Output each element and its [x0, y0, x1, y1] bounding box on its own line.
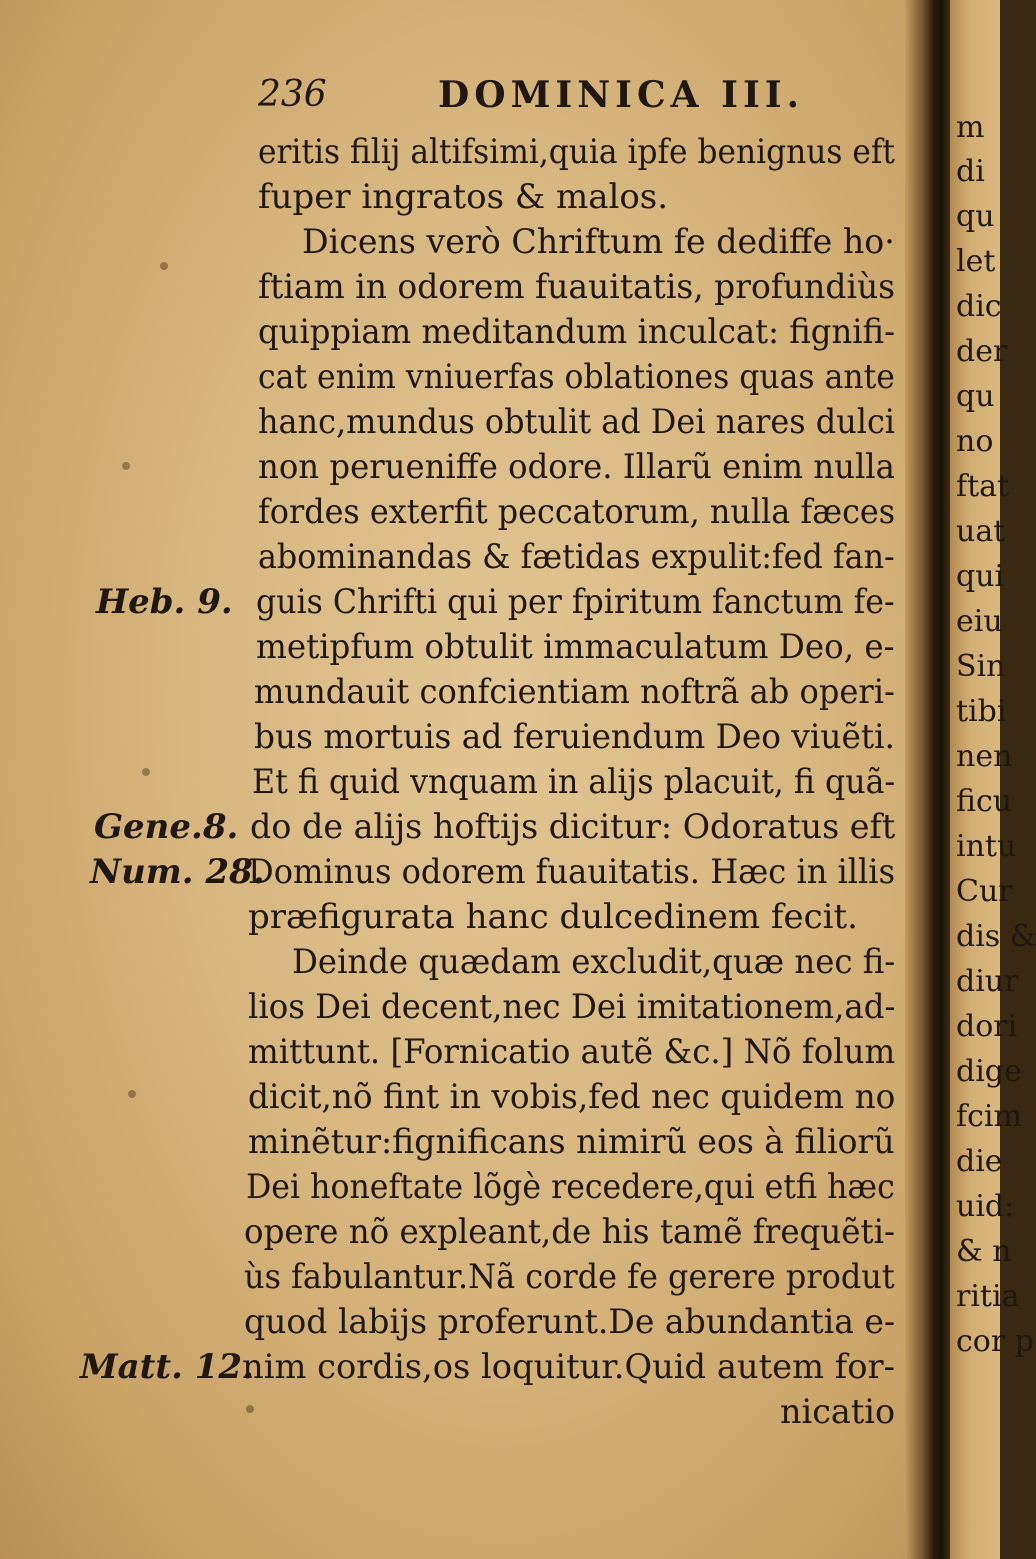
adjacent-fragment: dige	[956, 1054, 1022, 1089]
adjacent-fragment: Sin	[956, 649, 1006, 684]
text-line: do de alijs hoftijs dicitur: Odoratus eft	[250, 807, 896, 847]
ink-speck	[142, 768, 150, 776]
text-line: opere nõ expleant,de his tamẽ frequẽti-	[244, 1212, 895, 1252]
margin-note: Matt. 12.	[80, 1347, 254, 1387]
text-line: Dei honeftate lõgè recedere,qui etfi hæc	[246, 1167, 895, 1207]
book-spine-shadow	[905, 0, 953, 1559]
text-line: mundauit confcientiam noftrã ab operi-	[254, 672, 895, 712]
ink-speck	[128, 1090, 136, 1098]
text-line: eritis filij altifsimi,quia ipfe benignus eft	[258, 132, 895, 172]
adjacent-fragment: let	[956, 244, 996, 279]
text-line: non perueniffe odore. Illarũ enim nulla	[258, 447, 895, 487]
margin-note: Heb. 9.	[96, 582, 233, 622]
text-line: nim cordis,os loquitur.Quid autem for-	[242, 1347, 895, 1387]
text-line: fuper ingratos & malos.	[258, 177, 669, 217]
text-line: fordes exterfit peccatorum, nulla fæces	[258, 492, 896, 532]
adjacent-fragment: ftat	[956, 469, 1010, 504]
text-line: Dominus odorem fuauitatis. Hæc in illis	[248, 852, 896, 892]
text-line: metipfum obtulit immaculatum Deo, e-	[256, 627, 895, 667]
adjacent-fragment: ficu	[956, 784, 1013, 819]
adjacent-fragment: uid:	[956, 1189, 1015, 1224]
margin-note: Gene.8.	[94, 807, 239, 847]
adjacent-fragment: nen	[956, 739, 1013, 774]
text-line: abominandas & fætidas expulit:fed fan-	[258, 537, 895, 577]
adjacent-fragment: no	[956, 424, 994, 459]
text-line: Deinde quædam excludit,quæ nec fi-	[292, 942, 896, 982]
ink-speck	[122, 462, 130, 470]
adjacent-fragment: diur	[956, 964, 1019, 999]
text-line: ftiam in odorem fuauitatis, profundiùs	[258, 267, 896, 307]
ink-speck	[160, 262, 168, 270]
page-number: 236	[258, 74, 327, 115]
adjacent-fragment: tibi	[956, 694, 1007, 729]
adjacent-fragment: Cur	[956, 874, 1013, 909]
adjacent-fragment: ritia	[956, 1279, 1020, 1314]
text-line: guis Chrifti qui per fpiritum fanctum fe-	[256, 582, 895, 622]
adjacent-page	[950, 0, 1036, 1559]
adjacent-fragment: & n	[956, 1234, 1012, 1269]
adjacent-fragment: qu	[956, 379, 995, 414]
margin-note: Num. 28.	[90, 852, 265, 892]
text-line: bus mortuis ad feruiendum Deo viuẽti.	[254, 717, 895, 757]
adjacent-fragment: qui	[956, 559, 1005, 594]
text-line: quod labijs proferunt.De abundantia e-	[244, 1302, 896, 1342]
text-line: Dicens verò Chriftum fe dediffe ho·	[302, 222, 895, 262]
catchword: nicatio	[780, 1392, 896, 1432]
text-line: dicit,nõ fint in vobis,fed nec quidem no	[248, 1077, 896, 1117]
adjacent-fragment: qu	[956, 199, 995, 234]
adjacent-fragment: dic	[956, 289, 1002, 324]
text-line: hanc,mundus obtulit ad Dei nares dulci	[258, 402, 896, 442]
adjacent-fragment: dori	[956, 1009, 1018, 1044]
ink-speck	[246, 1405, 254, 1413]
text-line: cat enim vniuerfas oblationes quas ante	[258, 357, 895, 397]
text-line: ùs fabulantur.Nã corde fe gerere produt	[244, 1257, 895, 1297]
running-title: DOMINICA III.	[438, 74, 805, 116]
adjacent-fragment: dis &	[956, 919, 1036, 954]
text-line: lios Dei decent,nec Dei imitationem,ad-	[248, 987, 896, 1027]
text-line: Et fi quid vnquam in alijs placuit, fi quã-	[252, 762, 896, 802]
adjacent-fragment: uat	[956, 514, 1006, 549]
adjacent-fragment: der	[956, 334, 1008, 369]
text-line: præfigurata hanc dulcedinem fecit.	[248, 897, 858, 937]
text-line: mittunt. [Fornicatio autẽ &c.] Nõ folum	[248, 1032, 896, 1072]
text-line: minẽtur:fignificans nimirũ eos à filiorũ	[248, 1122, 895, 1162]
adjacent-fragment: cor p	[956, 1324, 1034, 1359]
text-line: quippiam meditandum inculcat: fignifi-	[258, 312, 895, 352]
adjacent-fragment: m	[956, 110, 985, 145]
adjacent-fragment: eiu	[956, 604, 1003, 639]
adjacent-fragment: intu	[956, 829, 1017, 864]
adjacent-fragment: fcim	[956, 1099, 1022, 1134]
adjacent-fragment: di	[956, 154, 985, 189]
adjacent-fragment: die	[956, 1144, 1003, 1179]
